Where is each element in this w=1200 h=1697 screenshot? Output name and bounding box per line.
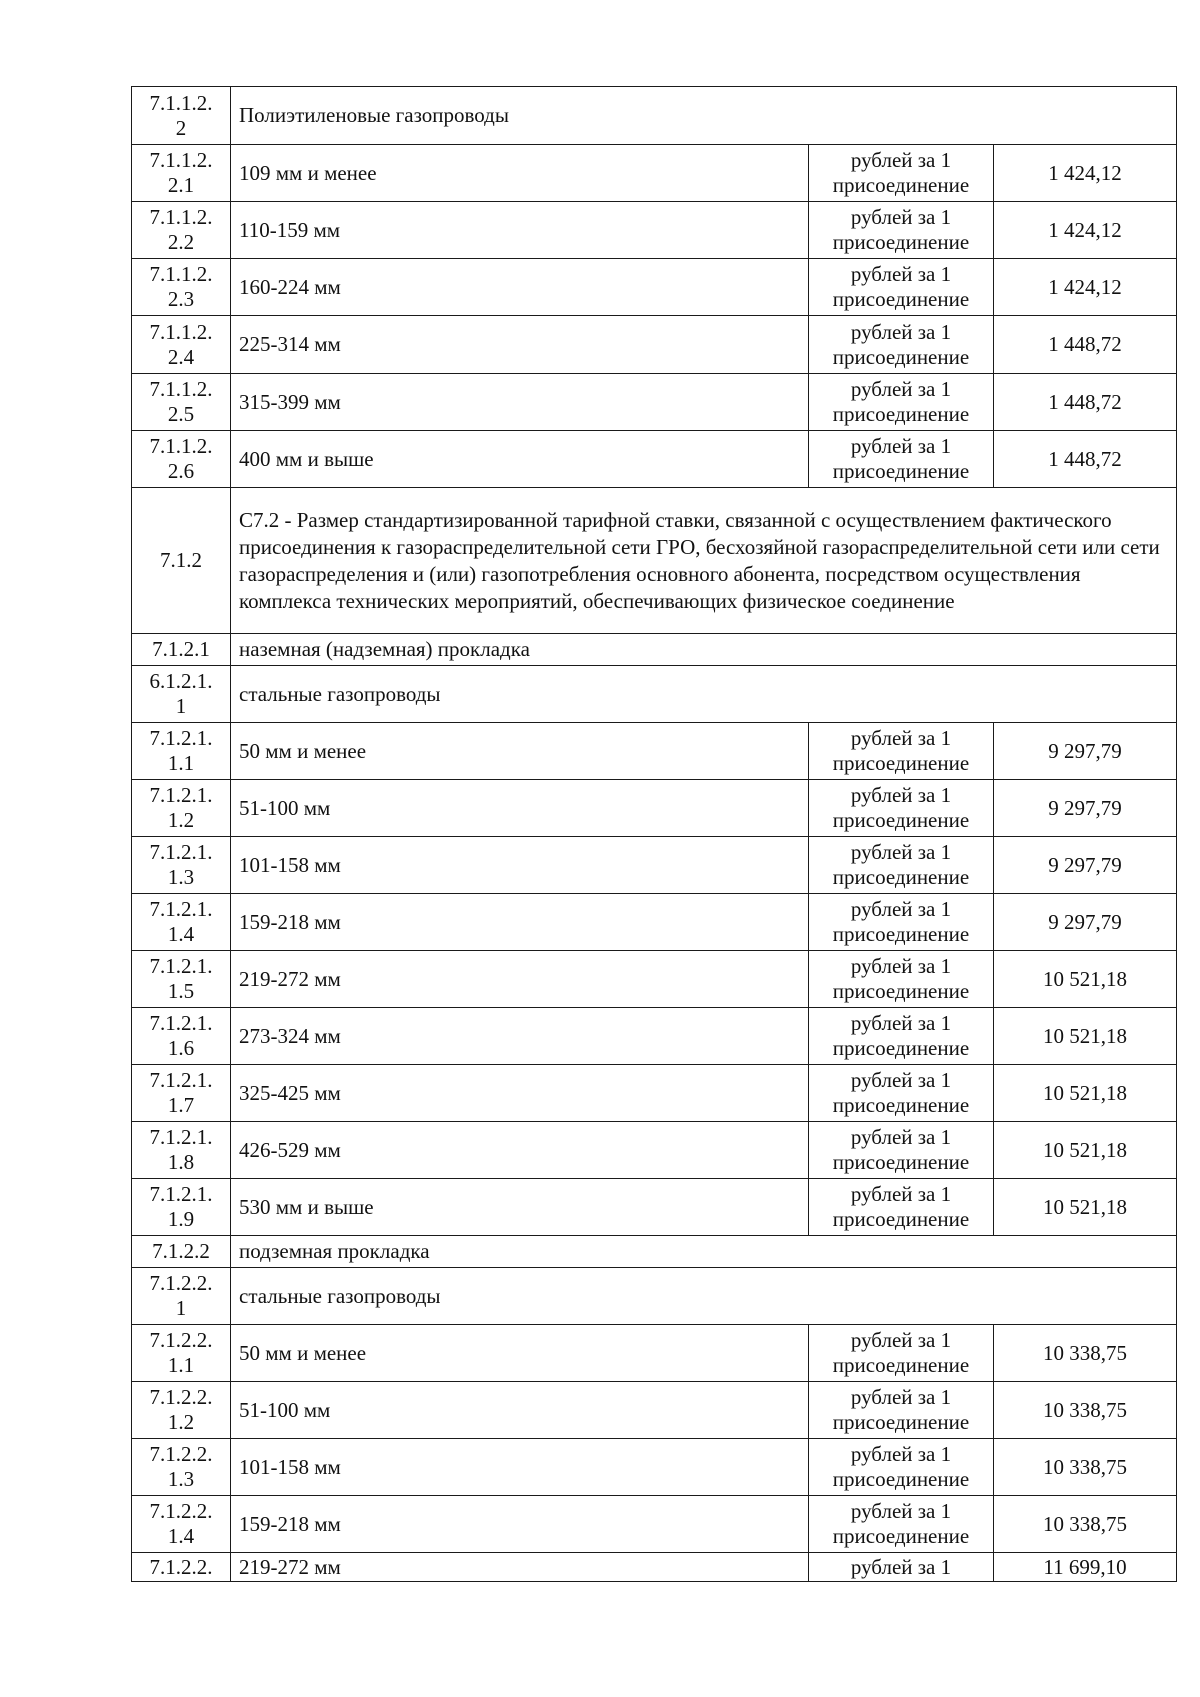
- row-unit: рублей за 1: [809, 1553, 994, 1582]
- row-code: 7.1.1.2. 2.4: [132, 316, 231, 374]
- section-title: наземная (надземная) прокладка: [231, 634, 1177, 666]
- row-name: 51-100 мм: [231, 780, 809, 837]
- row-unit: рублей за 1 присоединение: [809, 202, 994, 259]
- table-row: [132, 894, 1177, 951]
- row-code: 7.1.2.2. 1: [132, 1268, 231, 1325]
- row-value: 10 521,18: [994, 1008, 1177, 1065]
- section-title: Полиэтиленовые газопроводы: [231, 87, 1177, 145]
- table-row: [132, 723, 1177, 780]
- row-code: 7.1.2.1. 1.6: [132, 1008, 231, 1065]
- row-value: 11 699,10: [994, 1553, 1177, 1582]
- row-value: 9 297,79: [994, 780, 1177, 837]
- table-row: [132, 1065, 1177, 1122]
- row-unit: рублей за 1 присоединение: [809, 1382, 994, 1439]
- row-value: 10 521,18: [994, 1179, 1177, 1236]
- row-code: 7.1.2.2. 1.1: [132, 1325, 231, 1382]
- row-code: 6.1.2.1. 1: [132, 666, 231, 723]
- table-row: [132, 374, 1177, 431]
- row-name: 159-218 мм: [231, 1496, 809, 1553]
- row-unit: рублей за 1 присоединение: [809, 723, 994, 780]
- row-code: 7.1.1.2. 2.2: [132, 202, 231, 259]
- row-unit: рублей за 1 присоединение: [809, 259, 994, 316]
- row-name: 225-314 мм: [231, 316, 809, 374]
- row-name: 110-159 мм: [231, 202, 809, 259]
- row-code: 7.1.2.2.: [132, 1553, 231, 1582]
- table-row: [132, 316, 1177, 374]
- row-unit: рублей за 1 присоединение: [809, 145, 994, 202]
- row-value: 10 338,75: [994, 1439, 1177, 1496]
- table-row: [132, 1122, 1177, 1179]
- row-value: 10 338,75: [994, 1496, 1177, 1553]
- row-name: 50 мм и менее: [231, 1325, 809, 1382]
- row-unit: рублей за 1 присоединение: [809, 780, 994, 837]
- row-code: 7.1.2.1. 1.1: [132, 723, 231, 780]
- section-row: [132, 1236, 1177, 1268]
- row-name: 159-218 мм: [231, 894, 809, 951]
- row-name: 273-324 мм: [231, 1008, 809, 1065]
- table-row: [132, 145, 1177, 202]
- section-row: [132, 1268, 1177, 1325]
- row-name: 50 мм и менее: [231, 723, 809, 780]
- row-unit: рублей за 1 присоединение: [809, 1325, 994, 1382]
- row-value: 10 521,18: [994, 1122, 1177, 1179]
- row-unit: рублей за 1 присоединение: [809, 894, 994, 951]
- table-row: [132, 951, 1177, 1008]
- row-unit: рублей за 1 присоединение: [809, 1008, 994, 1065]
- row-code: 7.1.1.2. 2.3: [132, 259, 231, 316]
- row-name: 101-158 мм: [231, 837, 809, 894]
- row-code: 7.1.2.2: [132, 1236, 231, 1268]
- table-row: [132, 1008, 1177, 1065]
- row-value: 9 297,79: [994, 723, 1177, 780]
- table-row: [132, 1382, 1177, 1439]
- table-row: [132, 837, 1177, 894]
- table-row: [132, 1496, 1177, 1553]
- row-unit: рублей за 1 присоединение: [809, 837, 994, 894]
- row-name: 315-399 мм: [231, 374, 809, 431]
- table-row: [132, 259, 1177, 316]
- row-code: 7.1.2.1: [132, 634, 231, 666]
- row-code: 7.1.2.1. 1.3: [132, 837, 231, 894]
- table-row: [132, 1439, 1177, 1496]
- row-unit: рублей за 1 присоединение: [809, 951, 994, 1008]
- row-code: 7.1.1.2. 2.5: [132, 374, 231, 431]
- row-name: 325-425 мм: [231, 1065, 809, 1122]
- row-code: 7.1.2.2. 1.3: [132, 1439, 231, 1496]
- section-title: С7.2 - Размер стандартизированной тарифной ставки, связанной с осуществлением фактического присоединения к газораспределительной сети ГРО, бесхозяйной газораспределительной сети или сети газораспределения и (или) газопотребления основного абонента, посредством осуществления комплекса технических мероприятий, обеспечивающих физическое соединение: [231, 488, 1177, 634]
- row-name: 160-224 мм: [231, 259, 809, 316]
- row-unit: рублей за 1 присоединение: [809, 1179, 994, 1236]
- section-title: подземная прокладка: [231, 1236, 1177, 1268]
- row-value: 1 448,72: [994, 431, 1177, 488]
- row-code: 7.1.2.1. 1.5: [132, 951, 231, 1008]
- row-value: 10 521,18: [994, 951, 1177, 1008]
- tariff-table-body: [132, 87, 1177, 1582]
- row-code: 7.1.2.2. 1.4: [132, 1496, 231, 1553]
- row-code: 7.1.2.2. 1.2: [132, 1382, 231, 1439]
- row-unit: рублей за 1 присоединение: [809, 316, 994, 374]
- row-value: 1 448,72: [994, 316, 1177, 374]
- section-row: [132, 488, 1177, 634]
- row-value: 10 338,75: [994, 1325, 1177, 1382]
- table-row: [132, 1179, 1177, 1236]
- row-code: 7.1.1.2. 2: [132, 87, 231, 145]
- table-row: [132, 1325, 1177, 1382]
- row-name: 109 мм и менее: [231, 145, 809, 202]
- row-name: 219-272 мм: [231, 1553, 809, 1582]
- row-value: 10 521,18: [994, 1065, 1177, 1122]
- row-value: 1 424,12: [994, 145, 1177, 202]
- section-title: стальные газопроводы: [231, 1268, 1177, 1325]
- row-code: 7.1.2.1. 1.8: [132, 1122, 231, 1179]
- tariff-table: [131, 86, 1177, 1582]
- table-row: [132, 1553, 1177, 1582]
- section-row: [132, 634, 1177, 666]
- row-name: 51-100 мм: [231, 1382, 809, 1439]
- row-code: 7.1.2.1. 1.9: [132, 1179, 231, 1236]
- row-value: 10 338,75: [994, 1382, 1177, 1439]
- row-code: 7.1.1.2. 2.6: [132, 431, 231, 488]
- row-code: 7.1.2.1. 1.4: [132, 894, 231, 951]
- section-row: [132, 666, 1177, 723]
- row-value: 1 424,12: [994, 259, 1177, 316]
- row-code: 7.1.1.2. 2.1: [132, 145, 231, 202]
- section-title: стальные газопроводы: [231, 666, 1177, 723]
- row-unit: рублей за 1 присоединение: [809, 1065, 994, 1122]
- row-code: 7.1.2.1. 1.2: [132, 780, 231, 837]
- table-row: [132, 780, 1177, 837]
- row-unit: рублей за 1 присоединение: [809, 1439, 994, 1496]
- row-value: 9 297,79: [994, 894, 1177, 951]
- row-name: 400 мм и выше: [231, 431, 809, 488]
- section-row: [132, 87, 1177, 145]
- row-value: 1 424,12: [994, 202, 1177, 259]
- table-row: [132, 202, 1177, 259]
- row-unit: рублей за 1 присоединение: [809, 431, 994, 488]
- table-row: [132, 431, 1177, 488]
- row-code: 7.1.2.1. 1.7: [132, 1065, 231, 1122]
- row-name: 101-158 мм: [231, 1439, 809, 1496]
- row-unit: рублей за 1 присоединение: [809, 1496, 994, 1553]
- row-name: 219-272 мм: [231, 951, 809, 1008]
- row-name: 426-529 мм: [231, 1122, 809, 1179]
- row-value: 1 448,72: [994, 374, 1177, 431]
- row-unit: рублей за 1 присоединение: [809, 1122, 994, 1179]
- row-value: 9 297,79: [994, 837, 1177, 894]
- row-unit: рублей за 1 присоединение: [809, 374, 994, 431]
- row-code: 7.1.2: [132, 488, 231, 634]
- row-name: 530 мм и выше: [231, 1179, 809, 1236]
